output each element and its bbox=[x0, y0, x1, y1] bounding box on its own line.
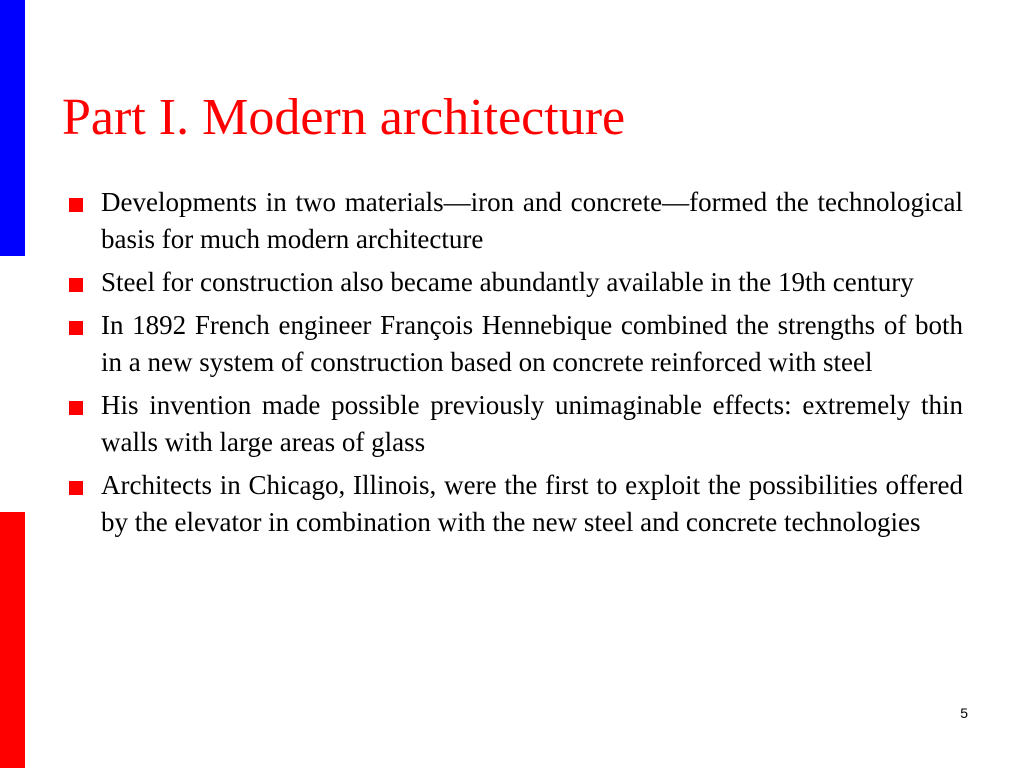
left-accent-bar-red bbox=[0, 512, 25, 768]
bullet-text: Developments in two materials—iron and concrete—formed the technological basis for much modern architecture bbox=[101, 187, 963, 254]
bullet-item bbox=[64, 387, 963, 461]
bullet-item bbox=[64, 264, 963, 301]
bullet-item bbox=[64, 467, 963, 541]
bullet-text: Steel for construction also became abundantly available in the 19th century bbox=[101, 267, 914, 297]
square-bullet-icon bbox=[69, 401, 83, 415]
slide-title: Part I. Modern architecture bbox=[62, 89, 626, 146]
bullet-text: In 1892 French engineer François Hennebique combined the strengths of both in a new system of construction based on concrete reinforced with steel bbox=[101, 310, 963, 377]
page-number: 5 bbox=[960, 705, 968, 721]
bullet-text: His invention made possible previously unimaginable effects: extremely thin walls with large areas of glass bbox=[101, 390, 963, 457]
bullet-text: Architects in Chicago, Illinois, were the first to exploit the possibilities offered by the elevator in combination with the new steel and concrete technologies bbox=[101, 470, 963, 537]
square-bullet-icon bbox=[69, 481, 83, 495]
bullet-item bbox=[64, 184, 963, 258]
left-accent-bar-blue bbox=[0, 0, 25, 256]
bullet-item bbox=[64, 307, 963, 381]
square-bullet-icon bbox=[69, 278, 83, 292]
square-bullet-icon bbox=[69, 198, 83, 212]
square-bullet-icon bbox=[69, 321, 83, 335]
bullet-list bbox=[64, 184, 963, 547]
